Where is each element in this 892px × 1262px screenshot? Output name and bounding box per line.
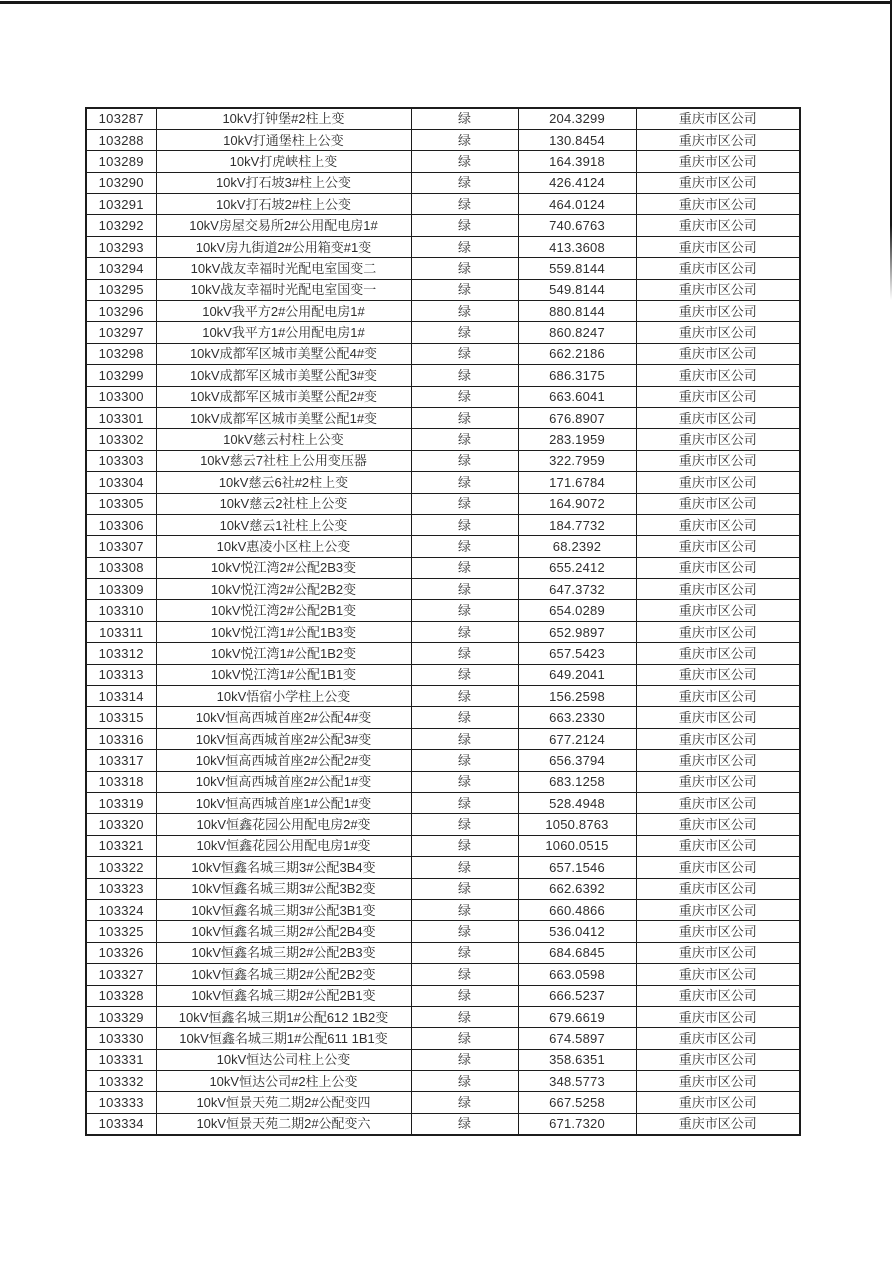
row-name-cell: 10kV打钟堡#2柱上变 (156, 108, 411, 129)
row-company-cell: 重庆市区公司 (636, 600, 800, 621)
row-id-cell: 103298 (86, 343, 156, 364)
row-company-cell: 重庆市区公司 (636, 686, 800, 707)
row-company-cell: 重庆市区公司 (636, 664, 800, 685)
table-row (86, 1071, 800, 1092)
table-row (86, 1049, 800, 1070)
row-value-cell: 426.4124 (518, 172, 636, 193)
table-row (86, 814, 800, 835)
table-row (86, 600, 800, 621)
row-id-cell: 103289 (86, 151, 156, 172)
row-id-cell: 103317 (86, 750, 156, 771)
row-company-cell: 重庆市区公司 (636, 1071, 800, 1092)
row-company-cell: 重庆市区公司 (636, 942, 800, 963)
scan-edge-top (0, 1, 892, 4)
row-name-cell: 10kV成都军区城市美墅公配2#变 (156, 386, 411, 407)
row-value-cell: 1060.0515 (518, 835, 636, 856)
row-status-cell: 绿 (411, 151, 518, 172)
row-status-cell: 绿 (411, 621, 518, 642)
row-status-cell: 绿 (411, 450, 518, 471)
row-company-cell: 重庆市区公司 (636, 258, 800, 279)
row-name-cell: 10kV悦江湾1#公配1B3变 (156, 621, 411, 642)
table-row (86, 472, 800, 493)
row-id-cell: 103320 (86, 814, 156, 835)
row-company-cell: 重庆市区公司 (636, 557, 800, 578)
row-name-cell: 10kV恒鑫名城三期2#公配2B2变 (156, 964, 411, 985)
row-id-cell: 103295 (86, 279, 156, 300)
row-value-cell: 684.6845 (518, 942, 636, 963)
row-company-cell: 重庆市区公司 (636, 921, 800, 942)
row-name-cell: 10kV惠凌小区柱上公变 (156, 536, 411, 557)
row-value-cell: 674.5897 (518, 1028, 636, 1049)
row-company-cell: 重庆市区公司 (636, 1006, 800, 1027)
table-row (86, 643, 800, 664)
row-name-cell: 10kV恒鑫名城三期2#公配2B1变 (156, 985, 411, 1006)
row-value-cell: 171.6784 (518, 472, 636, 493)
row-status-cell: 绿 (411, 557, 518, 578)
row-status-cell: 绿 (411, 1006, 518, 1027)
row-status-cell: 绿 (411, 1028, 518, 1049)
row-name-cell: 10kV打虎峡柱上变 (156, 151, 411, 172)
row-name-cell: 10kV恒鑫花园公用配电房1#变 (156, 835, 411, 856)
row-company-cell: 重庆市区公司 (636, 301, 800, 322)
table-row (86, 793, 800, 814)
row-status-cell: 绿 (411, 1092, 518, 1113)
row-name-cell: 10kV恒高西城首座2#公配3#变 (156, 728, 411, 749)
table-row (86, 878, 800, 899)
row-value-cell: 549.8144 (518, 279, 636, 300)
row-name-cell: 10kV恒鑫名城三期1#公配611 1B1变 (156, 1028, 411, 1049)
row-status-cell: 绿 (411, 301, 518, 322)
row-name-cell: 10kV恒景天苑二期2#公配变六 (156, 1113, 411, 1134)
row-value-cell: 464.0124 (518, 194, 636, 215)
row-name-cell: 10kV慈云7社柱上公用变压器 (156, 450, 411, 471)
table-row (86, 857, 800, 878)
row-name-cell: 10kV恒高西城首座1#公配1#变 (156, 793, 411, 814)
row-id-cell: 103303 (86, 450, 156, 471)
row-value-cell: 652.9897 (518, 621, 636, 642)
row-id-cell: 103333 (86, 1092, 156, 1113)
row-status-cell: 绿 (411, 194, 518, 215)
row-company-cell: 重庆市区公司 (636, 643, 800, 664)
row-name-cell: 10kV悦江湾1#公配1B2变 (156, 643, 411, 664)
table-row (86, 1113, 800, 1134)
row-status-cell: 绿 (411, 279, 518, 300)
row-status-cell: 绿 (411, 750, 518, 771)
table-row (86, 236, 800, 257)
row-id-cell: 103323 (86, 878, 156, 899)
row-value-cell: 677.2124 (518, 728, 636, 749)
row-company-cell: 重庆市区公司 (636, 707, 800, 728)
row-value-cell: 654.0289 (518, 600, 636, 621)
row-name-cell: 10kV打石坡3#柱上公变 (156, 172, 411, 193)
row-id-cell: 103315 (86, 707, 156, 728)
row-value-cell: 358.6351 (518, 1049, 636, 1070)
table-row (86, 557, 800, 578)
row-id-cell: 103330 (86, 1028, 156, 1049)
row-status-cell: 绿 (411, 386, 518, 407)
row-name-cell: 10kV悦江湾2#公配2B2变 (156, 579, 411, 600)
row-id-cell: 103288 (86, 129, 156, 150)
row-status-cell: 绿 (411, 579, 518, 600)
row-value-cell: 666.5237 (518, 985, 636, 1006)
row-name-cell: 10kV房九街道2#公用箱变#1变 (156, 236, 411, 257)
row-name-cell: 10kV悟宿小学柱上公变 (156, 686, 411, 707)
row-id-cell: 103307 (86, 536, 156, 557)
row-company-cell: 重庆市区公司 (636, 793, 800, 814)
row-id-cell: 103297 (86, 322, 156, 343)
row-name-cell: 10kV战友幸福时光配电室国变二 (156, 258, 411, 279)
row-company-cell: 重庆市区公司 (636, 322, 800, 343)
row-name-cell: 10kV成都军区城市美墅公配4#变 (156, 343, 411, 364)
row-name-cell: 10kV成都军区城市美墅公配1#变 (156, 407, 411, 428)
row-value-cell: 657.5423 (518, 643, 636, 664)
row-company-cell: 重庆市区公司 (636, 857, 800, 878)
table-row (86, 899, 800, 920)
row-name-cell: 10kV恒高西城首座2#公配2#变 (156, 750, 411, 771)
row-id-cell: 103306 (86, 514, 156, 535)
row-id-cell: 103319 (86, 793, 156, 814)
row-status-cell: 绿 (411, 921, 518, 942)
row-status-cell: 绿 (411, 857, 518, 878)
row-id-cell: 103332 (86, 1071, 156, 1092)
row-name-cell: 10kV悦江湾2#公配2B1变 (156, 600, 411, 621)
row-value-cell: 662.6392 (518, 878, 636, 899)
row-status-cell: 绿 (411, 964, 518, 985)
row-name-cell: 10kV恒鑫名城三期2#公配2B3变 (156, 942, 411, 963)
table-row (86, 771, 800, 792)
row-name-cell: 10kV慈云2社柱上公变 (156, 493, 411, 514)
table-row (86, 151, 800, 172)
table-row (86, 514, 800, 535)
row-value-cell: 671.7320 (518, 1113, 636, 1134)
row-value-cell: 164.9072 (518, 493, 636, 514)
row-value-cell: 647.3732 (518, 579, 636, 600)
row-value-cell: 68.2392 (518, 536, 636, 557)
row-status-cell: 绿 (411, 814, 518, 835)
table-row (86, 1092, 800, 1113)
row-id-cell: 103299 (86, 365, 156, 386)
row-value-cell: 657.1546 (518, 857, 636, 878)
table-row (86, 322, 800, 343)
row-company-cell: 重庆市区公司 (636, 771, 800, 792)
row-company-cell: 重庆市区公司 (636, 1028, 800, 1049)
row-id-cell: 103314 (86, 686, 156, 707)
row-name-cell: 10kV我平方2#公用配电房1# (156, 301, 411, 322)
row-value-cell: 676.8907 (518, 407, 636, 428)
row-id-cell: 103324 (86, 899, 156, 920)
row-value-cell: 667.5258 (518, 1092, 636, 1113)
table-row (86, 450, 800, 471)
row-company-cell: 重庆市区公司 (636, 407, 800, 428)
row-name-cell: 10kV恒鑫名城三期3#公配3B2变 (156, 878, 411, 899)
table-row (86, 108, 800, 129)
row-value-cell: 130.8454 (518, 129, 636, 150)
row-value-cell: 663.0598 (518, 964, 636, 985)
row-id-cell: 103316 (86, 728, 156, 749)
row-status-cell: 绿 (411, 942, 518, 963)
row-company-cell: 重庆市区公司 (636, 236, 800, 257)
table-row (86, 707, 800, 728)
row-id-cell: 103322 (86, 857, 156, 878)
transformer-table (85, 107, 801, 1136)
row-value-cell: 156.2598 (518, 686, 636, 707)
row-status-cell: 绿 (411, 343, 518, 364)
table-row (86, 835, 800, 856)
row-value-cell: 204.3299 (518, 108, 636, 129)
row-value-cell: 164.3918 (518, 151, 636, 172)
row-company-cell: 重庆市区公司 (636, 899, 800, 920)
table-row (86, 579, 800, 600)
table-row (86, 258, 800, 279)
table-row (86, 1028, 800, 1049)
row-id-cell: 103301 (86, 407, 156, 428)
row-value-cell: 660.4866 (518, 899, 636, 920)
row-company-cell: 重庆市区公司 (636, 129, 800, 150)
row-id-cell: 103310 (86, 600, 156, 621)
table-row (86, 750, 800, 771)
table-row (86, 985, 800, 1006)
row-company-cell: 重庆市区公司 (636, 878, 800, 899)
row-value-cell: 662.2186 (518, 343, 636, 364)
row-status-cell: 绿 (411, 536, 518, 557)
row-status-cell: 绿 (411, 899, 518, 920)
row-status-cell: 绿 (411, 1071, 518, 1092)
table-row (86, 301, 800, 322)
table-row (86, 964, 800, 985)
row-name-cell: 10kV慈云6社#2柱上变 (156, 472, 411, 493)
row-status-cell: 绿 (411, 236, 518, 257)
row-status-cell: 绿 (411, 664, 518, 685)
row-status-cell: 绿 (411, 686, 518, 707)
row-company-cell: 重庆市区公司 (636, 1113, 800, 1134)
row-company-cell: 重庆市区公司 (636, 279, 800, 300)
row-status-cell: 绿 (411, 407, 518, 428)
row-id-cell: 103318 (86, 771, 156, 792)
row-value-cell: 740.6763 (518, 215, 636, 236)
row-name-cell: 10kV房屋交易所2#公用配电房1# (156, 215, 411, 236)
row-company-cell: 重庆市区公司 (636, 964, 800, 985)
row-id-cell: 103296 (86, 301, 156, 322)
row-value-cell: 283.1959 (518, 429, 636, 450)
row-id-cell: 103287 (86, 108, 156, 129)
row-name-cell: 10kV恒鑫名城三期1#公配612 1B2变 (156, 1006, 411, 1027)
row-status-cell: 绿 (411, 707, 518, 728)
row-value-cell: 559.8144 (518, 258, 636, 279)
row-id-cell: 103300 (86, 386, 156, 407)
row-company-cell: 重庆市区公司 (636, 514, 800, 535)
row-value-cell: 656.3794 (518, 750, 636, 771)
table-row (86, 194, 800, 215)
row-status-cell: 绿 (411, 643, 518, 664)
row-status-cell: 绿 (411, 1113, 518, 1134)
row-name-cell: 10kV恒高西城首座2#公配4#变 (156, 707, 411, 728)
row-status-cell: 绿 (411, 215, 518, 236)
row-company-cell: 重庆市区公司 (636, 493, 800, 514)
row-status-cell: 绿 (411, 793, 518, 814)
row-id-cell: 103328 (86, 985, 156, 1006)
table-row (86, 686, 800, 707)
row-name-cell: 10kV恒鑫名城三期3#公配3B1变 (156, 899, 411, 920)
row-status-cell: 绿 (411, 878, 518, 899)
row-value-cell: 1050.8763 (518, 814, 636, 835)
row-company-cell: 重庆市区公司 (636, 728, 800, 749)
row-company-cell: 重庆市区公司 (636, 985, 800, 1006)
table-row (86, 493, 800, 514)
table-row (86, 386, 800, 407)
row-status-cell: 绿 (411, 129, 518, 150)
row-id-cell: 103290 (86, 172, 156, 193)
row-name-cell: 10kV恒鑫名城三期2#公配2B4变 (156, 921, 411, 942)
row-status-cell: 绿 (411, 172, 518, 193)
row-id-cell: 103302 (86, 429, 156, 450)
row-value-cell: 679.6619 (518, 1006, 636, 1027)
row-name-cell: 10kV战友幸福时光配电室国变一 (156, 279, 411, 300)
row-name-cell: 10kV打石坡2#柱上公变 (156, 194, 411, 215)
row-id-cell: 103309 (86, 579, 156, 600)
row-value-cell: 413.3608 (518, 236, 636, 257)
row-value-cell: 649.2041 (518, 664, 636, 685)
row-company-cell: 重庆市区公司 (636, 536, 800, 557)
row-name-cell: 10kV恒鑫花园公用配电房2#变 (156, 814, 411, 835)
row-id-cell: 103329 (86, 1006, 156, 1027)
row-company-cell: 重庆市区公司 (636, 450, 800, 471)
row-status-cell: 绿 (411, 985, 518, 1006)
row-status-cell: 绿 (411, 514, 518, 535)
row-status-cell: 绿 (411, 258, 518, 279)
row-id-cell: 103293 (86, 236, 156, 257)
row-name-cell: 10kV我平方1#公用配电房1# (156, 322, 411, 343)
table-row (86, 621, 800, 642)
row-company-cell: 重庆市区公司 (636, 194, 800, 215)
row-value-cell: 348.5773 (518, 1071, 636, 1092)
row-company-cell: 重庆市区公司 (636, 621, 800, 642)
row-id-cell: 103326 (86, 942, 156, 963)
row-status-cell: 绿 (411, 1049, 518, 1070)
table-row (86, 921, 800, 942)
row-id-cell: 103294 (86, 258, 156, 279)
row-name-cell: 10kV恒高西城首座2#公配1#变 (156, 771, 411, 792)
row-value-cell: 663.6041 (518, 386, 636, 407)
row-status-cell: 绿 (411, 600, 518, 621)
row-company-cell: 重庆市区公司 (636, 429, 800, 450)
row-name-cell: 10kV成都军区城市美墅公配3#变 (156, 365, 411, 386)
row-status-cell: 绿 (411, 728, 518, 749)
table-row (86, 407, 800, 428)
row-value-cell: 683.1258 (518, 771, 636, 792)
row-value-cell: 880.8144 (518, 301, 636, 322)
row-status-cell: 绿 (411, 835, 518, 856)
row-id-cell: 103331 (86, 1049, 156, 1070)
row-status-cell: 绿 (411, 472, 518, 493)
row-status-cell: 绿 (411, 108, 518, 129)
row-value-cell: 528.4948 (518, 793, 636, 814)
row-company-cell: 重庆市区公司 (636, 579, 800, 600)
row-company-cell: 重庆市区公司 (636, 1049, 800, 1070)
row-value-cell: 663.2330 (518, 707, 636, 728)
row-status-cell: 绿 (411, 429, 518, 450)
row-company-cell: 重庆市区公司 (636, 365, 800, 386)
row-status-cell: 绿 (411, 365, 518, 386)
row-value-cell: 686.3175 (518, 365, 636, 386)
table-row (86, 664, 800, 685)
row-company-cell: 重庆市区公司 (636, 215, 800, 236)
row-name-cell: 10kV悦江湾1#公配1B1变 (156, 664, 411, 685)
row-company-cell: 重庆市区公司 (636, 814, 800, 835)
row-name-cell: 10kV慈云1社柱上公变 (156, 514, 411, 535)
table-row (86, 728, 800, 749)
table-body (86, 108, 800, 1135)
row-name-cell: 10kV恒鑫名城三期3#公配3B4变 (156, 857, 411, 878)
table-row (86, 129, 800, 150)
row-name-cell: 10kV恒景天苑二期2#公配变四 (156, 1092, 411, 1113)
table-row (86, 536, 800, 557)
row-company-cell: 重庆市区公司 (636, 151, 800, 172)
row-id-cell: 103304 (86, 472, 156, 493)
row-status-cell: 绿 (411, 322, 518, 343)
row-company-cell: 重庆市区公司 (636, 108, 800, 129)
table-row (86, 215, 800, 236)
row-name-cell: 10kV恒达公司#2柱上公变 (156, 1071, 411, 1092)
row-name-cell: 10kV打通堡柱上公变 (156, 129, 411, 150)
row-company-cell: 重庆市区公司 (636, 172, 800, 193)
row-value-cell: 860.8247 (518, 322, 636, 343)
table-row (86, 429, 800, 450)
row-company-cell: 重庆市区公司 (636, 386, 800, 407)
table-row (86, 172, 800, 193)
row-id-cell: 103311 (86, 621, 156, 642)
row-company-cell: 重庆市区公司 (636, 750, 800, 771)
row-id-cell: 103292 (86, 215, 156, 236)
row-value-cell: 322.7959 (518, 450, 636, 471)
row-id-cell: 103327 (86, 964, 156, 985)
table-row (86, 343, 800, 364)
table-row (86, 365, 800, 386)
row-id-cell: 103308 (86, 557, 156, 578)
row-id-cell: 103305 (86, 493, 156, 514)
row-name-cell: 10kV慈云村柱上公变 (156, 429, 411, 450)
table-row (86, 942, 800, 963)
row-id-cell: 103312 (86, 643, 156, 664)
row-id-cell: 103321 (86, 835, 156, 856)
row-id-cell: 103334 (86, 1113, 156, 1134)
row-company-cell: 重庆市区公司 (636, 1092, 800, 1113)
row-value-cell: 536.0412 (518, 921, 636, 942)
row-company-cell: 重庆市区公司 (636, 835, 800, 856)
row-status-cell: 绿 (411, 771, 518, 792)
row-name-cell: 10kV恒达公司柱上公变 (156, 1049, 411, 1070)
row-status-cell: 绿 (411, 493, 518, 514)
row-id-cell: 103325 (86, 921, 156, 942)
table-row (86, 1006, 800, 1027)
row-value-cell: 184.7732 (518, 514, 636, 535)
table-row (86, 279, 800, 300)
row-company-cell: 重庆市区公司 (636, 472, 800, 493)
row-id-cell: 103291 (86, 194, 156, 215)
row-name-cell: 10kV悦江湾2#公配2B3变 (156, 557, 411, 578)
row-company-cell: 重庆市区公司 (636, 343, 800, 364)
row-id-cell: 103313 (86, 664, 156, 685)
row-value-cell: 655.2412 (518, 557, 636, 578)
